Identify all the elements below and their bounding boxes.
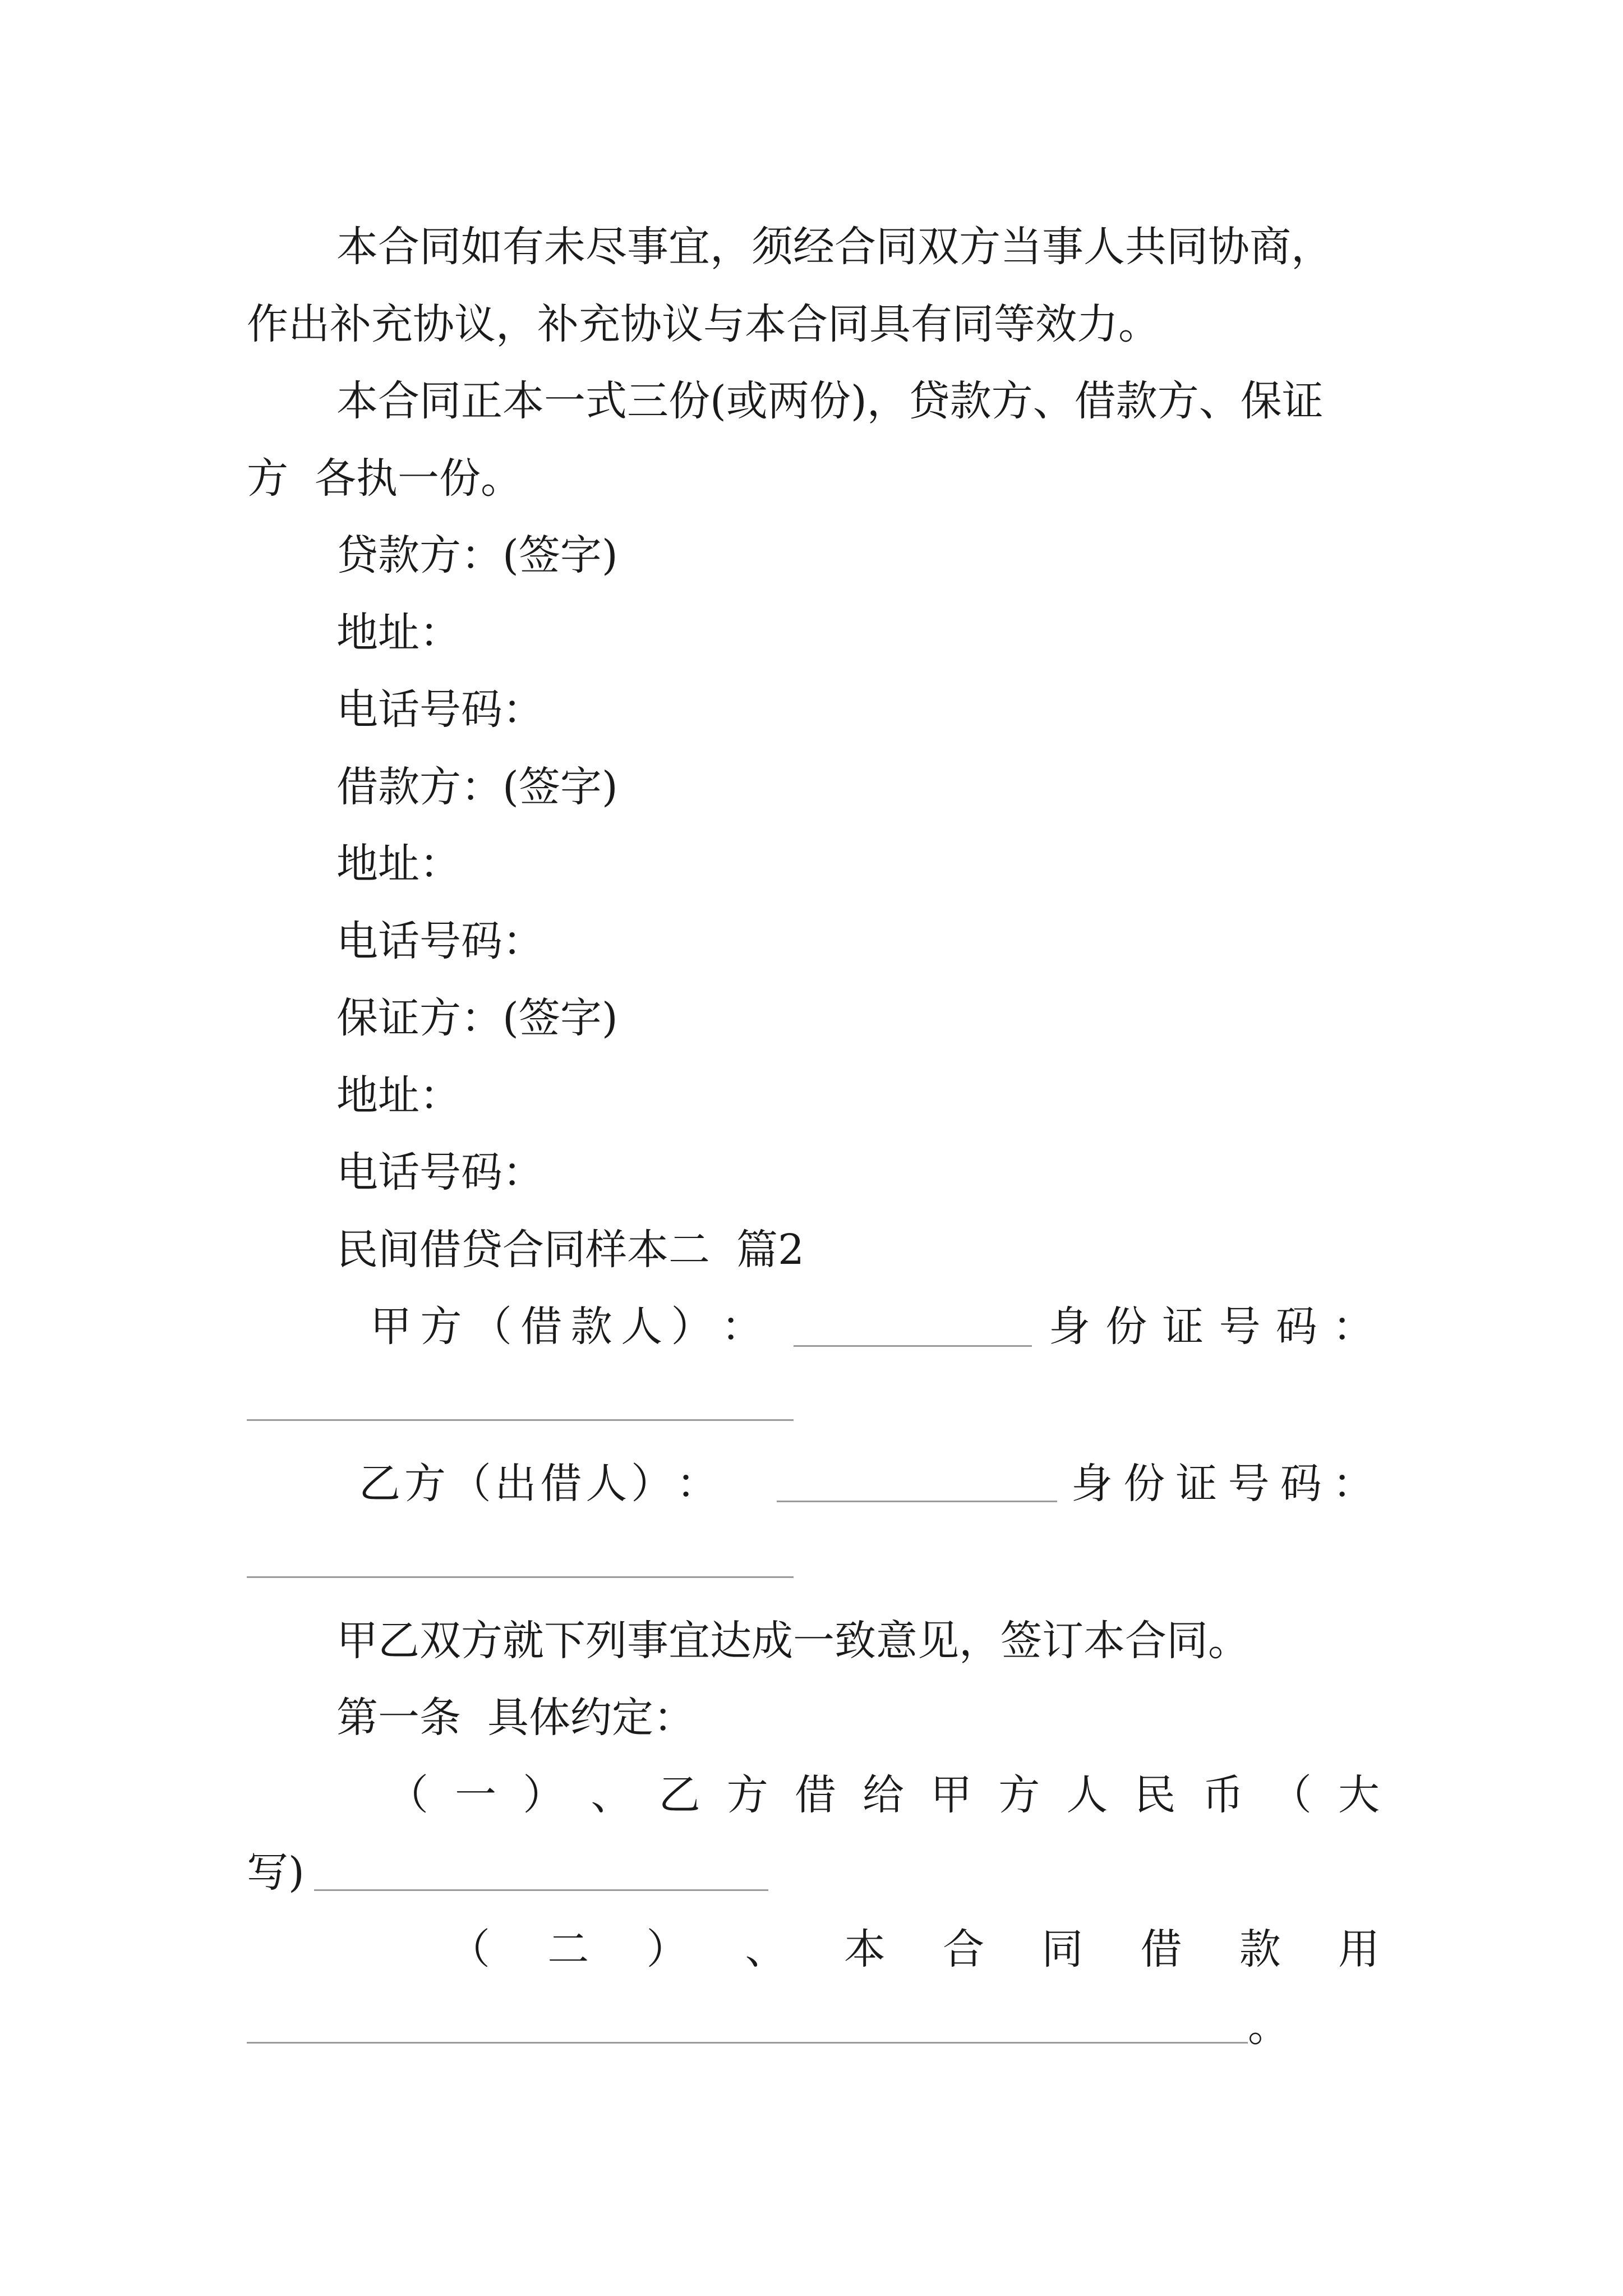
paragraph-1-line-1: 本合同如有未尽事宜，须经合同双方当事人共同协商， xyxy=(336,223,1332,271)
guarantor-signature-label: 保证方：(签字) xyxy=(336,994,618,1042)
loan-amount-blank[interactable] xyxy=(314,1889,768,1891)
party-a-id-blank[interactable] xyxy=(247,1419,794,1421)
party-a-label: 甲 方 （ 借 款 人 ） ： xyxy=(370,1303,763,1351)
party-b-id-blank[interactable] xyxy=(247,1576,794,1578)
borrower-address-label: 地址： xyxy=(336,840,461,888)
paragraph-2-line-1: 本合同正本一式三份(或两份)，贷款方、借款方、保证 xyxy=(336,377,1324,425)
borrower-signature-label: 借款方：(签字) xyxy=(336,763,618,811)
lender-address-label: 地址： xyxy=(336,609,461,657)
agreement-sentence: 甲乙双方就下列事宜达成一致意见，签订本合同。 xyxy=(336,1617,1249,1665)
borrower-phone-label: 电话号码： xyxy=(336,917,544,965)
guarantor-address-label: 地址： xyxy=(336,1071,461,1120)
party-b-label: 乙 方 （ 出 借 人 ） ： xyxy=(359,1460,718,1508)
section-title: 民间借贷合同样本二 篇2 xyxy=(336,1226,805,1274)
party-b-name-blank[interactable] xyxy=(777,1501,1057,1502)
party-a-id-label: 身 份 证 号 码 ： xyxy=(1049,1303,1374,1351)
paragraph-2-line-2: 方 各执一份。 xyxy=(247,454,523,503)
item-2-line-1: （ 二 ） 、 本 合 同 借 款 用 xyxy=(449,1925,1380,1973)
loan-purpose-blank[interactable] xyxy=(247,2042,1248,2044)
party-a-name-blank[interactable] xyxy=(794,1345,1032,1347)
paragraph-1-line-2: 作出补充协议，补充协议与本合同具有同等效力。 xyxy=(247,300,1160,348)
guarantor-phone-label: 电话号码： xyxy=(336,1148,544,1197)
lender-phone-label: 电话号码： xyxy=(336,685,544,734)
party-b-id-label: 身 份 证 号 码 ： xyxy=(1071,1460,1374,1508)
item-2-end-period: 。 xyxy=(1248,2003,1289,2051)
article-1-heading: 第一条 具体约定： xyxy=(336,1694,695,1742)
item-1-line-1: （ 一 ） 、 乙 方 借 给 甲 方 人 民 币 （ 大 xyxy=(387,1771,1380,1819)
lender-signature-label: 贷款方：(签字) xyxy=(336,531,618,579)
item-1-line-2-label: 写) xyxy=(247,1848,305,1897)
